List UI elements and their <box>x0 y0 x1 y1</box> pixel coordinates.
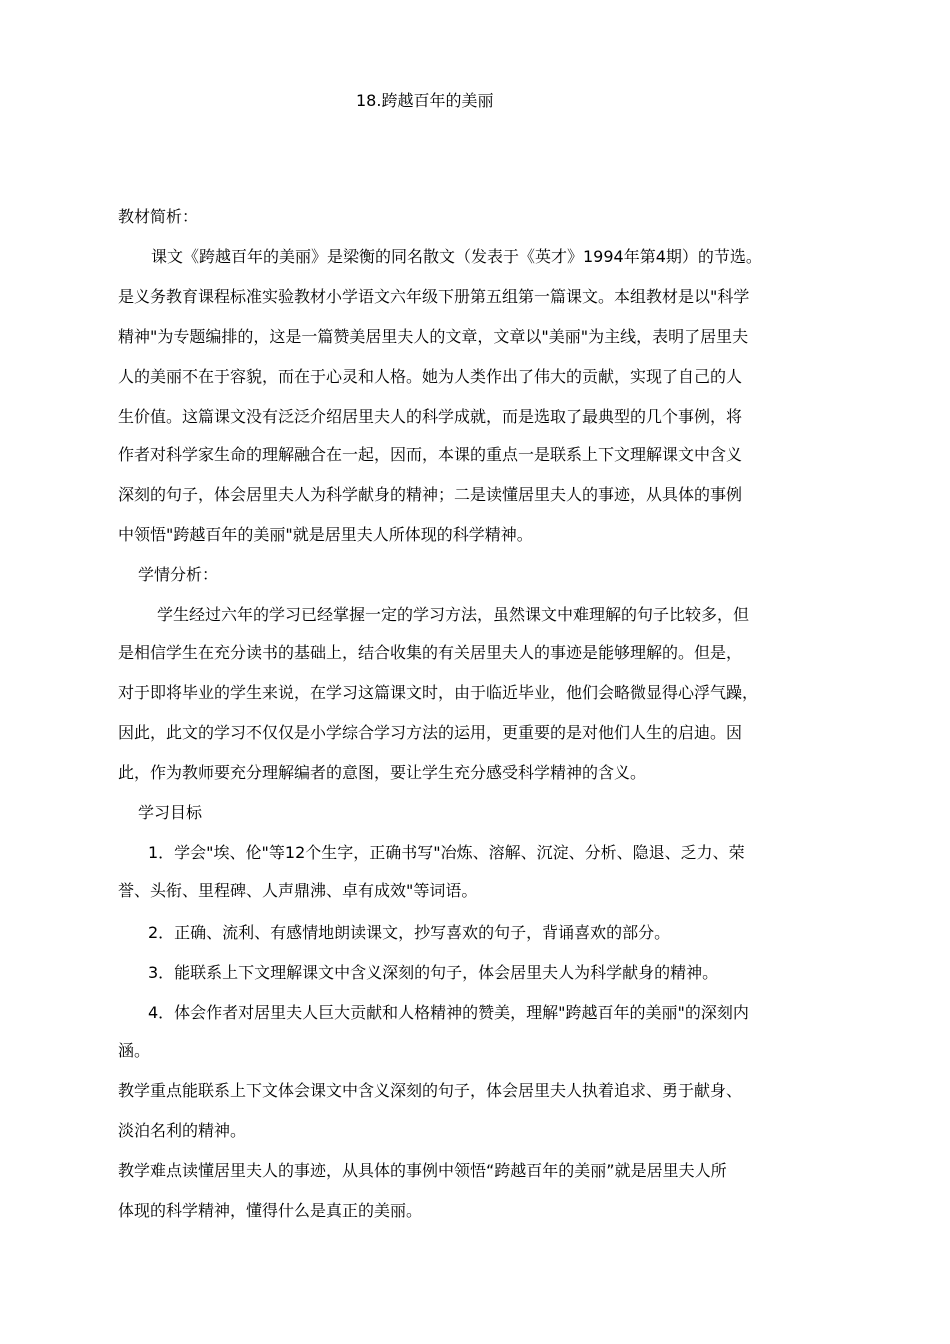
analysis-line: 人的美丽不在于容貌，而在于心灵和人格。她为人类作出了伟大的贡献，实现了自己的人 <box>118 367 743 386</box>
goal-item: 涵。 <box>118 1041 151 1060</box>
goal-item: 4．体会作者对居里夫人巨大贡献和人格精神的赞美，理解"跨越百年的美丽"的深刻内 <box>148 1003 749 1022</box>
analysis-line: 作者对科学家生命的理解融合在一起，因而，本课的重点一是联系上下文理解课文中含义 <box>118 445 743 464</box>
student-analysis-line: 学生经过六年的学习已经掌握一定的学习方法，虽然课文中难理解的句子比较多，但 <box>157 605 750 624</box>
student-analysis-heading: 学情分析： <box>138 565 219 584</box>
analysis-line: 深刻的句子，体会居里夫人为科学献身的精神；二是读懂居里夫人的事迹，从具体的事例 <box>118 485 743 504</box>
student-analysis-line: 因此，此文的学习不仅仅是小学综合学习方法的运用，更重要的是对他们人生的启迪。因 <box>118 723 743 742</box>
analysis-line: 中领悟"跨越百年的美丽"就是居里夫人所体现的科学精神。 <box>118 525 533 544</box>
goal-item: 1．学会"埃、伦"等12个生字，正确书写"冶炼、溶解、沉淀、分析、隐退、乏力、荣 <box>148 843 745 862</box>
analysis-heading: 教材简析： <box>118 207 199 226</box>
analysis-line: 生价值。这篇课文没有泛泛介绍居里夫人的科学成就，而是选取了最典型的几个事例，将 <box>118 407 743 426</box>
teaching-key-point: 教学重点能联系上下文体会课文中含义深刻的句子，体会居里夫人执着追求、勇于献身、 <box>118 1081 743 1100</box>
teaching-difficult-point: 体现的科学精神，懂得什么是真正的美丽。 <box>118 1201 423 1220</box>
student-analysis-line: 对于即将毕业的学生来说，在学习这篇课文时，由于临近毕业，他们会略微显得心浮气躁， <box>118 683 759 702</box>
teaching-key-point: 淡泊名利的精神。 <box>118 1121 247 1140</box>
teaching-difficult-point: 教学难点读懂居里夫人的事迹，从具体的事例中领悟“跨越百年的美丽”就是居里夫人所 <box>118 1161 727 1180</box>
goal-item: 誉、头衔、里程碑、人声鼎沸、卓有成效"等词语。 <box>118 881 478 900</box>
student-analysis-line: 是相信学生在充分读书的基础上，结合收集的有关居里夫人的事迹是能够理解的。但是， <box>118 643 743 662</box>
analysis-line: 课文《跨越百年的美丽》是梁衡的同名散文（发表于《英才》1994年第4期）的节选。 <box>151 247 762 266</box>
goal-item: 2．正确、流利、有感情地朗读课文，抄写喜欢的句子，背诵喜欢的部分。 <box>148 923 671 942</box>
analysis-line: 精神"为专题编排的，这是一篇赞美居里夫人的文章，文章以"美丽"为主线，表明了居里夫 <box>118 327 749 346</box>
learning-goals-heading: 学习目标 <box>138 803 203 822</box>
student-analysis-line: 此，作为教师要充分理解编者的意图，要让学生充分感受科学精神的含义。 <box>118 763 647 782</box>
document-title: 18.跨越百年的美丽 <box>356 91 494 110</box>
analysis-line: 是义务教育课程标准实验教材小学语文六年级下册第五组第一篇课文。本组教材是以"科学 <box>118 287 750 306</box>
goal-item: 3．能联系上下文理解课文中含义深刻的句子，体会居里夫人为科学献身的精神。 <box>148 963 719 982</box>
